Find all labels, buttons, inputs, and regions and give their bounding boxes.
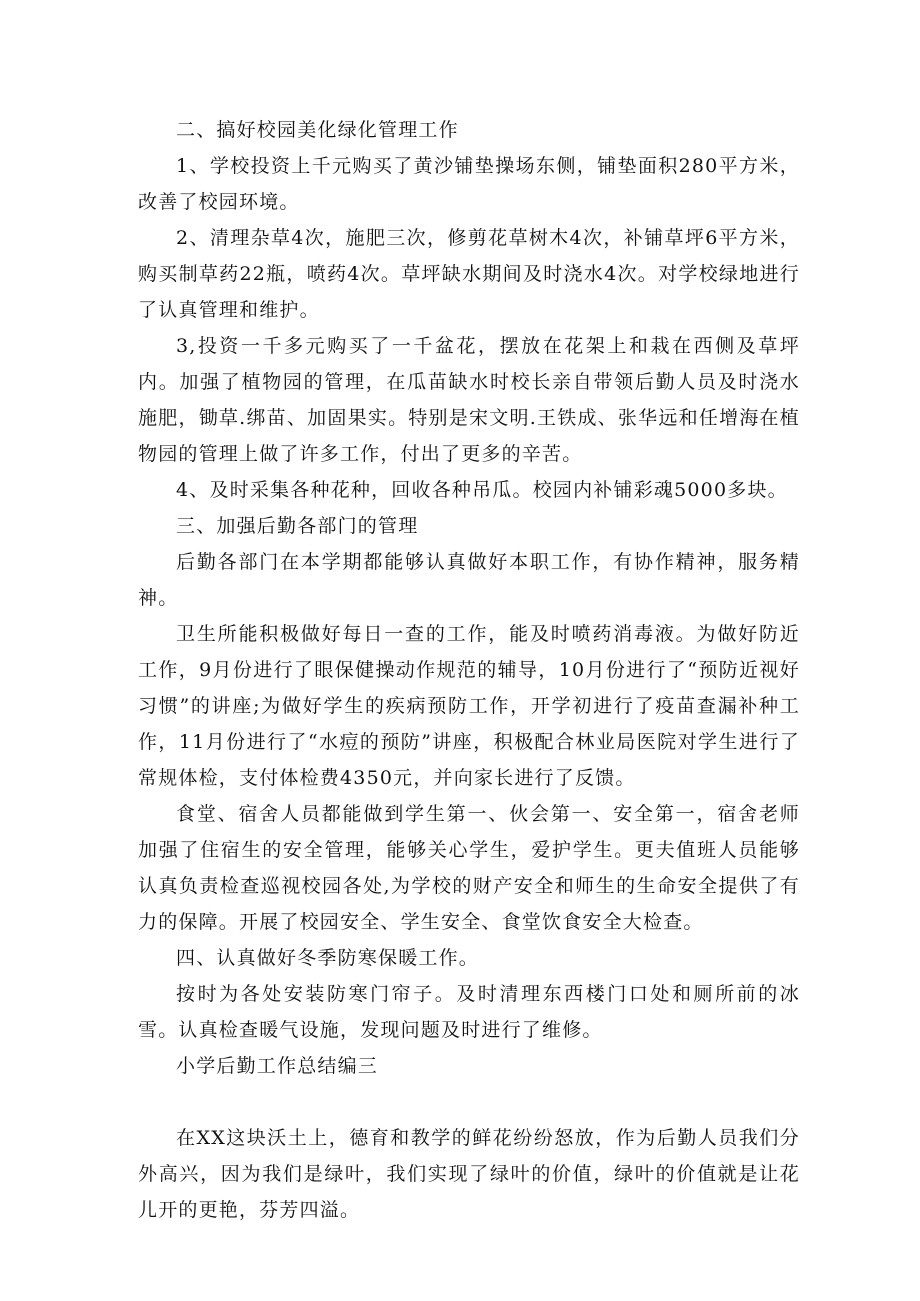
paragraph-logistics-intro: 后勤各部门在本学期都能够认真做好本职工作，有协作精神，服务精神。 <box>138 551 800 609</box>
paragraph-item-3: 3,投资一千多元购买了一千盆花，摆放在花架上和栽在西侧及草坪内。加强了植物园的管理，在瓜苗缺水时校长亲自带领后勤人员及时浇水施肥，锄草.绑苗、加固果实。特别是宋文明.王铁成、张华远和任增海在植物园的管理上做了许多工作，付出了更多的辛苦。 <box>138 335 800 465</box>
paragraph-canteen-dorm: 食堂、宿舍人员都能做到学生第一、伙会第一、安全第一，宿舍老师加强了住宿生的安全管理，能够关心学生，爱护学生。更夫值班人员能够认真负责检查巡视校园各处,为学校的财产安全和师生的生命安全提供了有力的保障。开展了校园安全、学生安全、食堂饮食安全大检查。 <box>138 803 800 933</box>
paragraph-item-1: 1、学校投资上千元购买了黄沙铺垫操场东侧，铺垫面积280平方米，改善了校园环境。 <box>138 155 800 213</box>
blank-line <box>138 1084 800 1120</box>
paragraph-clinic: 卫生所能积极做好每日一查的工作，能及时喷药消毒液。为做好防近工作，9月份进行了眼保健操动作规范的辅导，10月份进行了“预防近视好习惯”的讲座;为做好学生的疾病预防工作，开学初进行了疫苗查漏补种工作，11月份进行了“水痘的预防”讲座，积极配合林业局医院对学生进行了常规体检，支付体检费4350元，并向家长进行了反馈。 <box>138 623 800 789</box>
paragraph-closing: 在XX这块沃土上，德育和教学的鲜花纷纷怒放，作为后勤人员我们分外高兴，因为我们是绿叶，我们实现了绿叶的价值，绿叶的价值就是让花儿开的更艳，芬芳四溢。 <box>138 1127 800 1221</box>
document-page <box>138 112 800 1228</box>
paragraph-item-4: 4、及时采集各种花种，回收各种吊瓜。校园内补铺彩魂5000多块。 <box>176 479 788 501</box>
paragraph-winter: 按时为各处安装防寒门帘子。及时清理东西楼门口处和厕所前的冰雪。认真检查暖气设施，发现问题及时进行了维修。 <box>138 983 800 1041</box>
paragraph-item-2: 2、清理杂草4次，施肥三次，修剪花草树木4次，补铺草坪6平方米，购买制草药22瓶，喷药4次。草坪缺水期间及时浇水4次。对学校绿地进行了认真管理和维护。 <box>138 227 800 321</box>
section-heading-greening: 二、搞好校园美化绿化管理工作 <box>176 119 459 141</box>
section-heading-winter: 四、认真做好冬季防寒保暖工作。 <box>176 947 480 969</box>
section-heading-logistics: 三、加强后勤各部门的管理 <box>176 515 419 537</box>
document-subtitle: 小学后勤工作总结编三 <box>176 1055 379 1077</box>
